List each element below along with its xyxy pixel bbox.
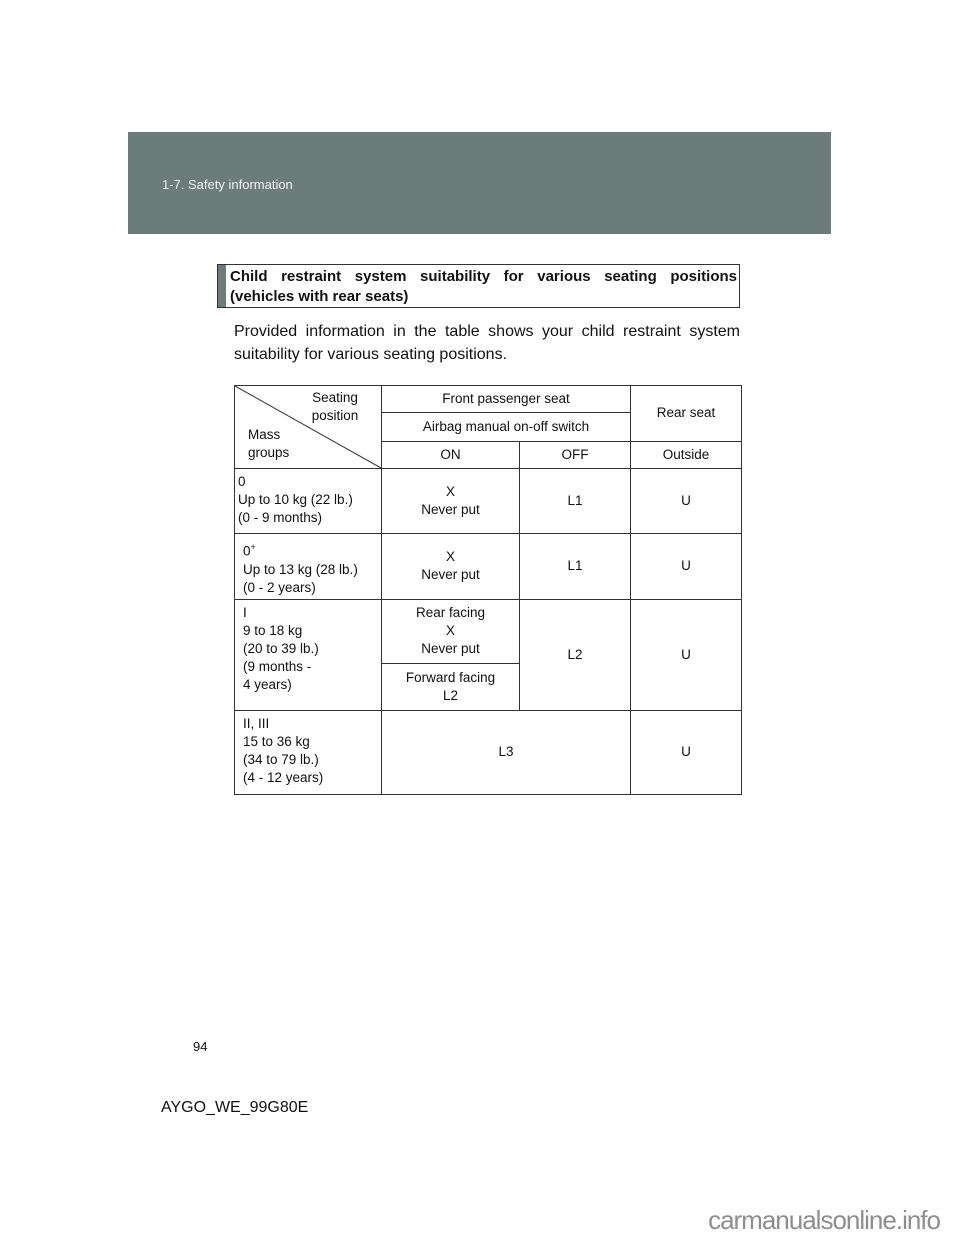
table-row [235, 469, 742, 534]
page-number: 94 [193, 1039, 208, 1054]
on-header: ON [382, 441, 520, 468]
airbag-switch-header: Airbag manual on-off switch [382, 413, 631, 441]
rear-cell: U [631, 534, 742, 600]
front-seat-cell: L3 [382, 710, 631, 794]
heading-accent-bar [218, 265, 226, 307]
rear-facing-cell: Rear facing X Never put [382, 599, 520, 663]
heading-text: Child restraint system suitability for various seating positions (vehicles with rear seats) [230, 268, 737, 305]
mass-group-cell: I 9 to 18 kg (20 to 39 lb.) (9 months - 4 years) [235, 599, 382, 710]
corner-cell [235, 386, 382, 469]
seating-position-label: Seating position [311, 390, 359, 423]
on-cell: X Never put [382, 469, 520, 534]
rear-cell: U [631, 599, 742, 710]
mass-group-cell: 0 Up to 10 kg (22 lb.) (0 - 9 months) [235, 469, 382, 534]
document-id: AYGO_WE_99G80E [161, 1099, 309, 1116]
intro-paragraph: Provided information in the table shows your child restraint system suitability for various seating positions. [234, 323, 740, 363]
outside-header: Outside [631, 441, 742, 468]
table-row [235, 599, 742, 663]
front-passenger-header: Front passenger seat [382, 386, 631, 413]
rear-cell: U [631, 710, 742, 794]
suitability-table [234, 385, 742, 795]
mass-group-cell: 0+ Up to 13 kg (28 lb.) (0 - 2 years) [235, 534, 382, 600]
on-cell: X Never put [382, 534, 520, 600]
mass-groups-label: Mass groups [248, 427, 290, 460]
off-header: OFF [520, 441, 631, 468]
watermark: carmanualsonline.info [708, 1205, 940, 1235]
forward-facing-cell: Forward facing L2 [382, 663, 520, 710]
rear-cell: U [631, 469, 742, 534]
off-cell: L1 [520, 534, 631, 600]
off-cell: L1 [520, 469, 631, 534]
table-row [235, 534, 742, 600]
subsection-heading [217, 264, 740, 308]
section-header-band [128, 132, 831, 234]
off-cell: L2 [520, 599, 631, 710]
mass-group-cell: II, III 15 to 36 kg (34 to 79 lb.) (4 - 12 years) [235, 710, 382, 794]
table-row [235, 710, 742, 794]
section-title: 1-7. Safety information [162, 177, 293, 192]
rear-seat-header: Rear seat [631, 386, 742, 442]
